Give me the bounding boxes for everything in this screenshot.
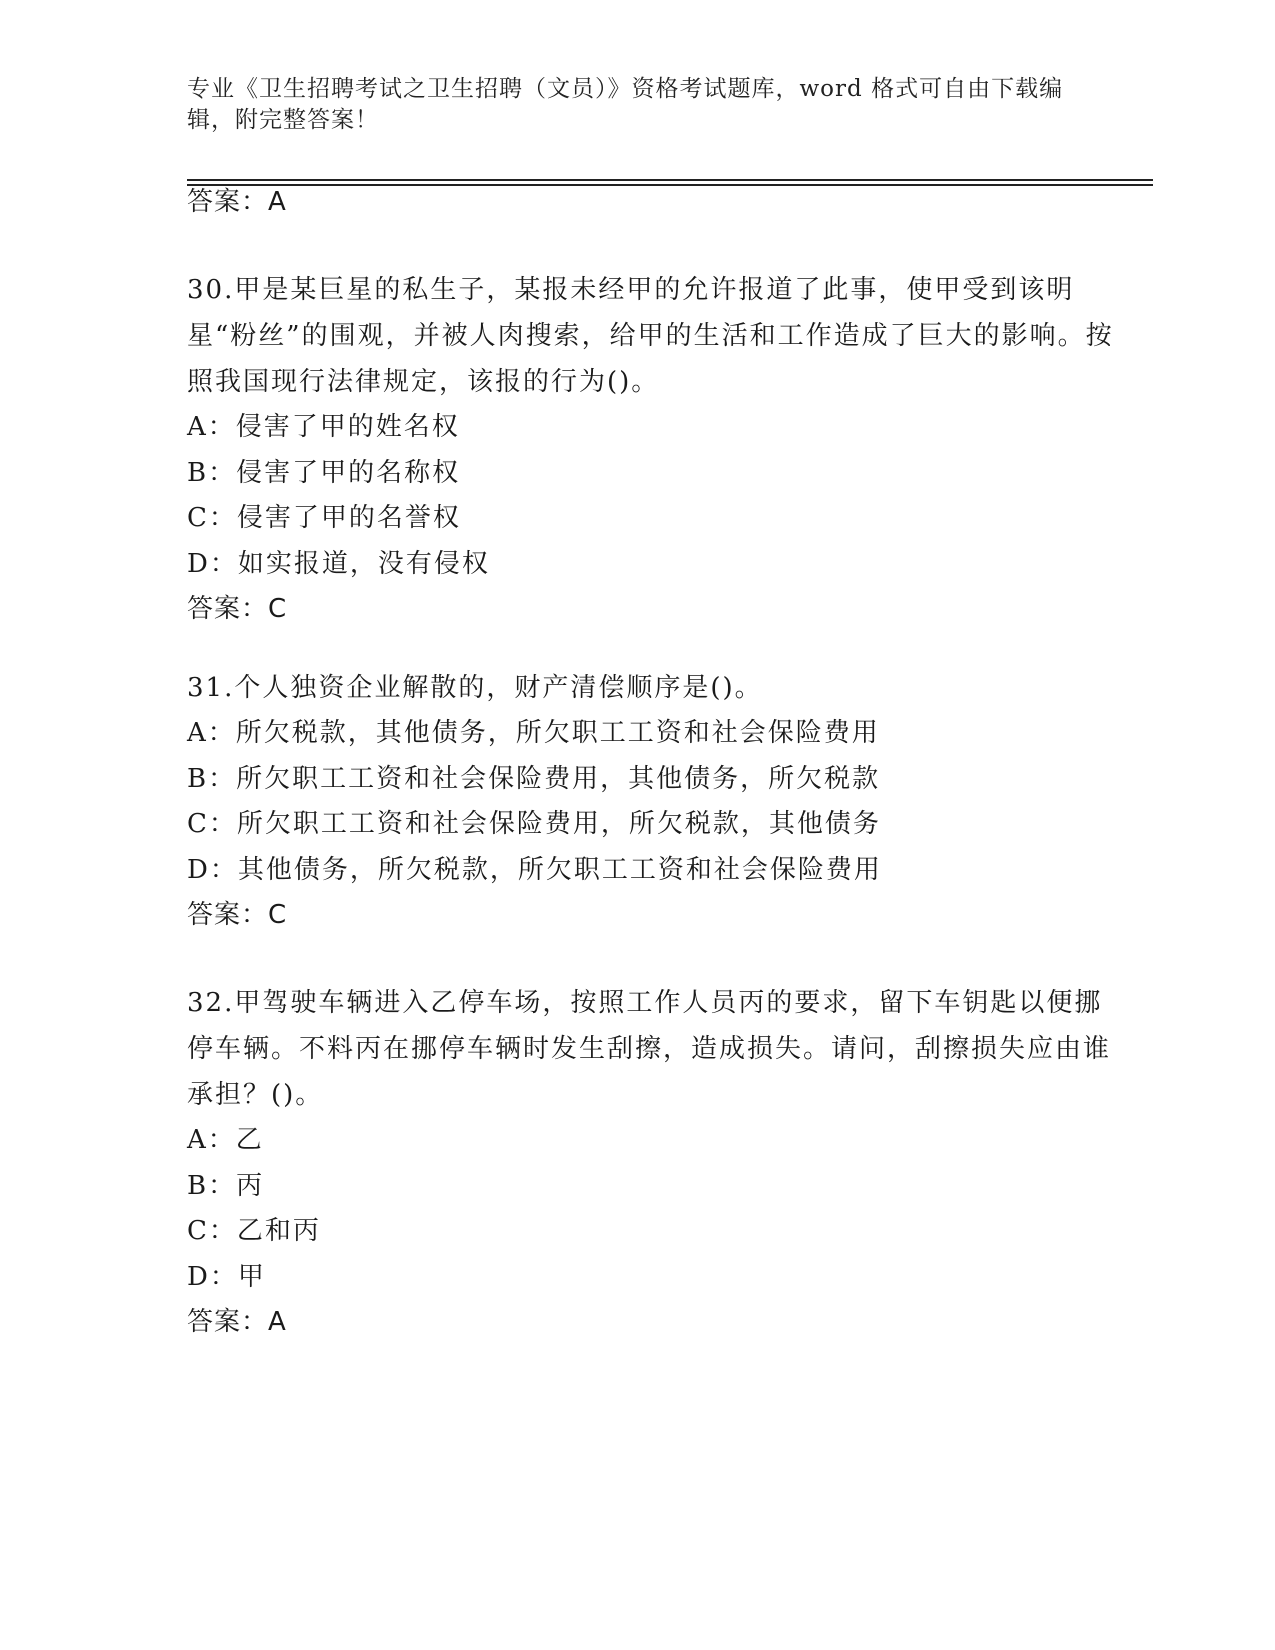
answer-line — [187, 591, 1127, 627]
option-b: B：侵害了甲的名称权 — [187, 457, 461, 488]
option-d: D：其他债务，所欠税款，所欠职工工资和社会保险费用 — [187, 854, 882, 885]
question-31 — [187, 665, 1127, 933]
option-b: B：丙 — [187, 1170, 265, 1201]
answer-label: 答案： — [187, 1307, 269, 1337]
answer-label: 答案： — [187, 594, 269, 624]
question-30 — [187, 267, 1127, 627]
answer-value: C — [268, 900, 288, 930]
header-divider-top — [187, 179, 1153, 181]
answer-value: A — [268, 187, 287, 217]
option-c: C：侵害了甲的名誉权 — [187, 503, 461, 533]
answer-line — [187, 1304, 1127, 1340]
option-a: A：乙 — [187, 1125, 264, 1155]
option-b: B：所欠职工工资和社会保险费用，其他债务，所欠税款 — [187, 763, 881, 794]
option-d: D：如实报道，没有侵权 — [187, 548, 490, 579]
answer-label: 答案： — [187, 900, 269, 930]
option-d: D：甲 — [187, 1261, 266, 1292]
answer-line — [187, 897, 1127, 933]
option-c: C：乙和丙 — [187, 1216, 321, 1246]
question-stem: 32.甲驾驶车辆进入乙停车场，按照工作人员丙的要求，留下车钥匙以便挪停车辆。不料丙在挪停车辆时发生刮擦，造成损失。请问，刮擦损失应由谁承担？()。 — [187, 988, 1112, 1110]
option-c: C：所欠职工工资和社会保险费用，所欠税款，其他债务 — [187, 809, 881, 839]
option-a: A：所欠税款，其他债务，所欠职工工资和社会保险费用 — [187, 718, 880, 748]
question-32 — [187, 980, 1127, 1340]
answer-line-prev — [187, 184, 1127, 220]
answer-label: 答案： — [187, 187, 269, 217]
answer-value: C — [268, 594, 288, 624]
option-a: A：侵害了甲的姓名权 — [187, 412, 460, 442]
answer-value: A — [268, 1307, 287, 1337]
document-header: 专业《卫生招聘考试之卫生招聘（文员）》资格考试题库，word 格式可自由下载编辑，附完整答案！ — [187, 76, 1064, 133]
question-stem: 30.甲是某巨星的私生子，某报未经甲的允许报道了此事，使甲受到该明星“粉丝”的围观，并被人肉搜索，给甲的生活和工作造成了巨大的影响。按照我国现行法律规定，该报的行为()。 — [187, 275, 1114, 397]
question-stem: 31.个人独资企业解散的，财产清偿顺序是()。 — [187, 673, 763, 703]
